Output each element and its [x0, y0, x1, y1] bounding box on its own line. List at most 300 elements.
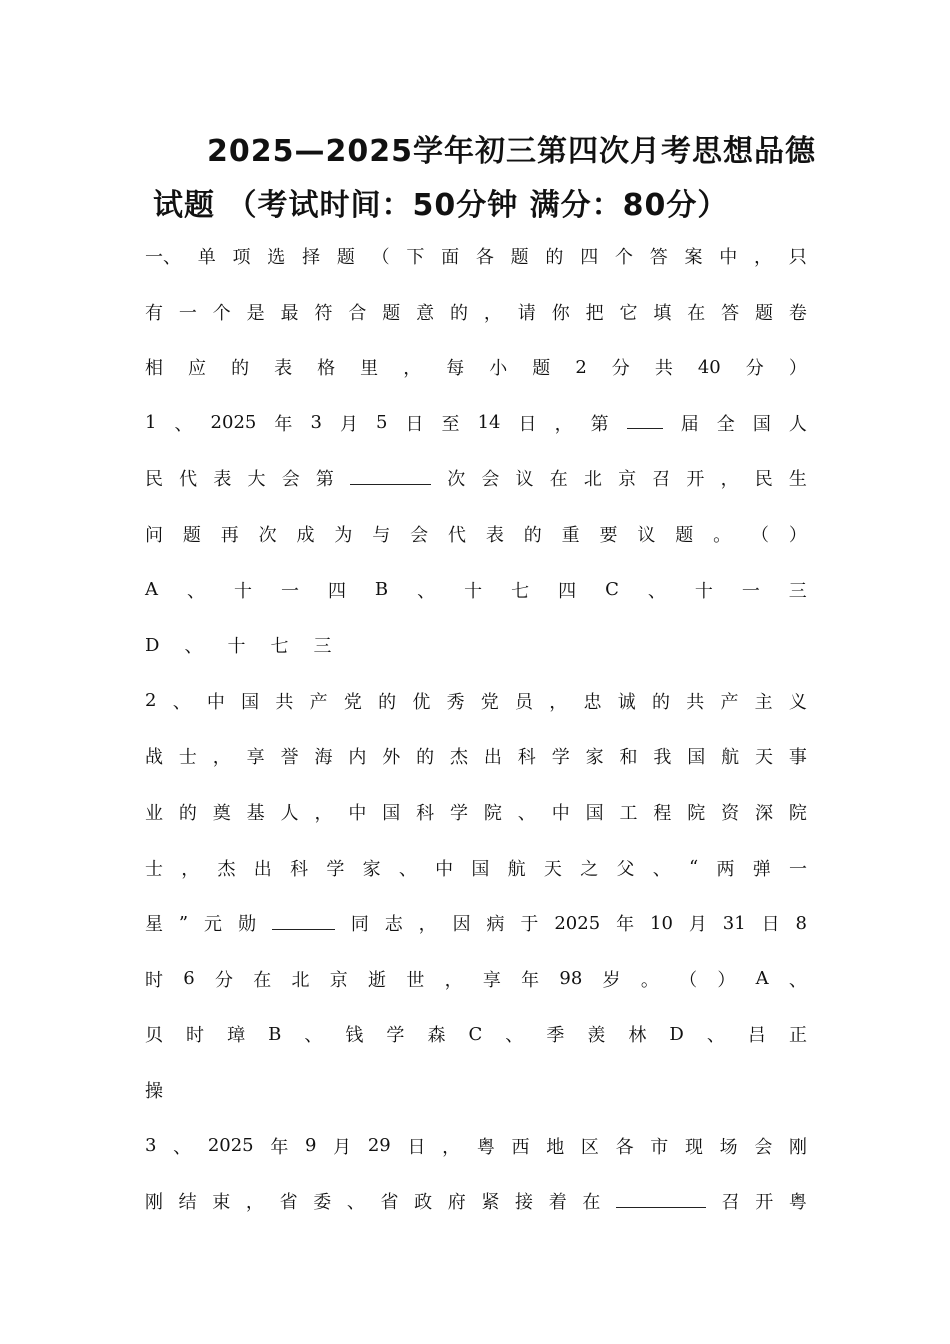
text-token: 地 [546, 1136, 565, 1158]
text-line [145, 1183, 807, 1219]
text-token: 束 [212, 1192, 231, 1214]
text-token: 国 [241, 691, 260, 713]
text-token: 召 [721, 1192, 740, 1214]
text-token: 只 [788, 247, 807, 268]
text-token: 、 [788, 969, 807, 991]
text-token: 、 [173, 1136, 192, 1158]
text-token: 中 [719, 247, 738, 268]
text-token: 和 [619, 747, 638, 769]
text-token: A [145, 579, 158, 601]
exam-title: 2025—2025学年初三第四次月考思想品德 [207, 134, 816, 169]
text-token: 时 [186, 1025, 205, 1047]
text-line [145, 961, 807, 997]
text-token: 、 [517, 803, 536, 824]
text-token: 义 [788, 691, 807, 713]
text-token: 题 [675, 525, 694, 546]
text-token: 誉 [280, 747, 299, 769]
text-token: 6 [183, 968, 195, 990]
text-line [145, 405, 807, 441]
text-token: 产 [309, 691, 328, 713]
text-token: 的 [178, 803, 197, 824]
text-token: 吕 [747, 1025, 766, 1047]
text-token: 代 [448, 525, 466, 546]
text-token: 10 [650, 912, 673, 934]
text-token: ， [483, 302, 502, 324]
text-token: 题 [510, 247, 529, 268]
text-token: 工 [619, 803, 638, 824]
text-token: 基 [246, 803, 265, 824]
text-token: 填 [653, 302, 672, 324]
text-token: 、 [346, 1192, 365, 1214]
text-token: 议 [515, 469, 534, 491]
text-token: 的 [450, 302, 469, 324]
text-token: 的 [545, 247, 564, 268]
text-token: 十 [233, 580, 252, 602]
text-line [145, 238, 807, 274]
text-token: 元 [204, 914, 223, 936]
text-token: 一、 [145, 247, 181, 268]
text-token: 里 [360, 358, 379, 380]
text-token: 符 [314, 302, 333, 324]
text-token: 单 [197, 247, 216, 268]
text-token: 题 [755, 302, 774, 324]
text-token: 国 [752, 413, 771, 435]
text-token: ， [549, 691, 568, 713]
text-token: 科 [290, 858, 309, 880]
text-token: 最 [280, 302, 299, 324]
text-token: 院 [483, 803, 502, 824]
text-token: 程 [653, 803, 672, 824]
text-token: D [145, 634, 160, 656]
text-token: 是 [246, 302, 265, 324]
text-token: 9 [305, 1135, 317, 1157]
text-token: 党 [480, 691, 499, 713]
text-token: 共 [654, 358, 673, 380]
text-token: 的 [523, 525, 542, 546]
text-token: 天 [755, 747, 774, 769]
text-token: 天 [543, 858, 562, 880]
text-token: 星 [145, 914, 163, 936]
text-line [145, 1072, 807, 1108]
text-token: 有 [145, 302, 163, 324]
text-token: 次 [447, 469, 466, 491]
text-token: 第 [590, 413, 609, 435]
text-token: 。 [640, 969, 659, 991]
text-token: 贝 [145, 1025, 163, 1047]
text-token: 相 [145, 358, 163, 380]
text-token: 共 [275, 691, 294, 713]
text-token: 国 [382, 803, 401, 824]
text-token: 士 [145, 858, 163, 880]
text-line [145, 349, 807, 385]
text-token: ， [181, 858, 200, 880]
answer-blank [350, 472, 431, 485]
text-token: 各 [615, 1136, 634, 1158]
text-token: 、 [174, 413, 193, 435]
text-token: 家 [362, 858, 381, 880]
text-token: 岁 [602, 969, 621, 991]
text-token: 季 [546, 1025, 565, 1047]
text-token: B [268, 1023, 282, 1045]
text-token: 科 [416, 803, 435, 824]
text-token: 钱 [345, 1025, 364, 1047]
text-token: 再 [220, 525, 239, 546]
text-token: 分 [611, 358, 630, 380]
text-line [145, 294, 807, 330]
text-token: ， [245, 1192, 264, 1214]
text-token: ， [754, 247, 773, 268]
text-token: 京 [618, 469, 637, 491]
text-token: 同 [350, 914, 369, 936]
text-token: 病 [486, 914, 505, 936]
text-token: 刚 [789, 1136, 807, 1158]
text-token: 弹 [752, 858, 771, 880]
text-token: 表 [274, 358, 293, 380]
text-token: 父 [616, 858, 635, 880]
text-token: ， [212, 747, 231, 769]
text-token: 年 [616, 914, 635, 936]
text-token: 诚 [617, 691, 636, 713]
text-token: 省 [279, 1192, 298, 1214]
text-line [145, 905, 807, 941]
answer-blank [616, 1195, 706, 1208]
text-token: 粤 [476, 1136, 495, 1158]
text-token: 应 [188, 358, 207, 380]
text-token: 四 [580, 247, 599, 268]
text-token: ” [178, 912, 189, 934]
text-token: 时 [145, 969, 163, 991]
text-token: 世 [406, 969, 425, 991]
text-line [145, 683, 807, 719]
text-token: 意 [416, 302, 435, 324]
text-token: 2025 [207, 1135, 254, 1157]
text-token: 十 [464, 580, 483, 602]
text-token: 、 [652, 858, 671, 880]
text-token: 现 [684, 1136, 703, 1158]
text-token: 题 [532, 358, 551, 380]
text-token: 中 [551, 803, 570, 824]
text-token: 题 [182, 525, 201, 546]
text-token: 的 [416, 747, 435, 769]
text-token: ， [442, 1136, 461, 1158]
text-token: 29 [367, 1135, 391, 1157]
text-token: 十 [694, 580, 713, 602]
text-token: 中 [435, 858, 454, 880]
text-token: 七 [511, 580, 530, 602]
text-token: 表 [213, 469, 232, 491]
text-token: 面 [441, 247, 460, 268]
text-token: 西 [511, 1136, 530, 1158]
text-token: 题 [336, 247, 355, 268]
text-token: 1 [145, 412, 157, 434]
text-token: 共 [686, 691, 705, 713]
text-token: 每 [446, 358, 465, 380]
text-token: 府 [447, 1192, 466, 1214]
text-token: 航 [507, 858, 526, 880]
text-token: 、 [398, 858, 417, 880]
text-token: 三 [313, 636, 332, 658]
text-token: 的 [378, 691, 397, 713]
text-token: 航 [721, 747, 740, 769]
text-token: 员 [515, 691, 534, 713]
text-token: 全 [716, 413, 735, 435]
text-token: 正 [788, 1025, 807, 1047]
text-token: 勋 [237, 914, 256, 936]
text-token: 年 [274, 413, 293, 435]
text-token: 格 [317, 358, 336, 380]
text-token: 案 [684, 247, 703, 268]
text-token: 年 [521, 969, 540, 991]
text-token: 紧 [481, 1192, 500, 1214]
text-token: 。 [713, 525, 732, 546]
text-token: 重 [561, 525, 580, 546]
text-line [145, 627, 807, 663]
text-token: 院 [788, 803, 807, 824]
text-token: 98 [559, 968, 583, 990]
text-token: B [374, 579, 389, 601]
text-token: 十 [227, 636, 246, 658]
text-token: 个 [212, 302, 231, 324]
text-token: 会 [410, 525, 429, 546]
text-token: 在 [582, 1192, 601, 1214]
text-token: 5 [376, 412, 388, 434]
text-token: 下 [406, 247, 425, 268]
text-token: 奠 [212, 803, 231, 824]
text-token: 第 [315, 469, 334, 491]
text-token: 日 [761, 914, 780, 936]
text-token: （ [679, 969, 698, 991]
text-token: 中 [348, 803, 367, 824]
text-token: “ [688, 857, 699, 879]
text-line [145, 1128, 807, 1164]
text-token: 你 [551, 302, 570, 324]
text-token: 一 [280, 580, 299, 602]
text-token: ， [418, 914, 437, 936]
text-token: 的 [231, 358, 250, 380]
text-token: 3 [310, 412, 322, 434]
answer-blank [272, 917, 335, 930]
text-token: 、 [647, 580, 666, 602]
text-token: 逝 [368, 969, 387, 991]
text-token: 它 [619, 302, 638, 324]
text-token: 一 [741, 580, 760, 602]
text-line [145, 516, 807, 552]
text-token: 小 [489, 358, 508, 380]
text-token: ） [788, 525, 807, 546]
text-token: 2 [145, 690, 157, 712]
text-line [145, 572, 807, 608]
text-token: 秀 [446, 691, 465, 713]
text-token: 、 [417, 580, 436, 602]
text-token: C [468, 1023, 483, 1045]
text-token: 外 [382, 747, 401, 769]
text-token: 学 [386, 1025, 405, 1047]
text-token: 合 [348, 302, 367, 324]
text-token: 京 [329, 969, 348, 991]
text-token: 、 [505, 1025, 524, 1047]
text-token: 一 [788, 858, 807, 880]
text-token: 2 [575, 356, 587, 378]
text-token: 事 [788, 747, 807, 769]
text-token: 北 [583, 469, 602, 491]
text-token: 民 [145, 469, 163, 491]
text-token: 海 [314, 747, 333, 769]
text-token: 接 [515, 1192, 534, 1214]
text-token: 月 [333, 1136, 352, 1158]
text-line [145, 1016, 807, 1052]
text-token: 议 [637, 525, 656, 546]
text-token: 2025 [210, 412, 257, 434]
text-token: 科 [517, 747, 536, 769]
text-token: 委 [313, 1192, 332, 1214]
text-token: 、 [172, 691, 191, 713]
text-token: 人 [788, 413, 807, 435]
text-token: 要 [599, 525, 618, 546]
text-token: 着 [548, 1192, 567, 1214]
text-token: 3 [145, 1135, 157, 1157]
answer-blank [627, 416, 663, 429]
text-token: 北 [291, 969, 310, 991]
text-token: ） [717, 969, 736, 991]
text-token: 内 [348, 747, 367, 769]
text-token: 个 [614, 247, 633, 268]
text-token: 在 [687, 302, 706, 324]
text-token: C [605, 579, 619, 601]
text-token: ， [314, 803, 333, 824]
text-token: A [755, 968, 769, 990]
text-line [145, 794, 807, 830]
text-token: 学 [450, 803, 469, 824]
text-line [145, 738, 807, 774]
text-token: 业 [145, 803, 163, 824]
text-token: 刚 [145, 1192, 163, 1214]
text-token: 结 [178, 1192, 197, 1214]
text-token: 分 [214, 969, 233, 991]
text-token: 市 [650, 1136, 669, 1158]
text-token: 会 [281, 469, 300, 491]
text-token: ， [554, 413, 573, 435]
text-token: 中 [206, 691, 225, 713]
text-token: ， [720, 469, 739, 491]
text-token: 在 [253, 969, 272, 991]
text-token: 届 [680, 413, 699, 435]
text-token: 两 [716, 858, 735, 880]
text-token: 资 [721, 803, 740, 824]
text-token: 森 [427, 1025, 446, 1047]
text-token: 院 [687, 803, 706, 824]
text-token: 日 [405, 413, 424, 435]
text-token: 的 [651, 691, 670, 713]
text-token: 战 [145, 747, 163, 769]
text-token: 学 [551, 747, 570, 769]
text-token: 璋 [227, 1025, 246, 1047]
text-token: 日 [518, 413, 537, 435]
text-token: D [669, 1023, 684, 1045]
text-token: 士 [178, 747, 197, 769]
text-token: 代 [179, 469, 198, 491]
text-token: 日 [407, 1136, 426, 1158]
text-token: 表 [485, 525, 504, 546]
text-token: 政 [414, 1192, 433, 1214]
text-token: 优 [412, 691, 431, 713]
text-token: 主 [754, 691, 773, 713]
text-token: 出 [253, 858, 272, 880]
text-token: 三 [788, 580, 807, 602]
exam-subtitle: 试题 （考试时间：50分钟 满分：80分） [153, 188, 729, 223]
text-token: 会 [754, 1136, 773, 1158]
text-token: 深 [755, 803, 774, 824]
text-token: 因 [452, 914, 471, 936]
text-token: 四 [558, 580, 577, 602]
text-token: 杰 [450, 747, 469, 769]
text-token: 国 [471, 858, 490, 880]
text-token: 、 [304, 1025, 323, 1047]
text-token: 国 [585, 803, 604, 824]
text-token: 2025 [554, 912, 601, 934]
text-line [145, 850, 807, 886]
text-token: 操 [145, 1081, 163, 1102]
text-token: 产 [720, 691, 739, 713]
text-token: 我 [653, 747, 672, 769]
text-token: 月 [688, 914, 707, 936]
text-token: 14 [477, 412, 501, 434]
text-token: 年 [270, 1136, 289, 1158]
text-token: 卷 [788, 302, 807, 324]
text-token: 出 [483, 747, 502, 769]
text-token: 分 [745, 358, 764, 380]
text-token: 为 [334, 525, 353, 546]
text-token: 项 [232, 247, 251, 268]
text-token: 答 [721, 302, 740, 324]
text-token: 于 [520, 914, 539, 936]
text-line [145, 460, 807, 496]
text-token: 区 [580, 1136, 599, 1158]
text-token: 、 [184, 636, 203, 658]
text-token: 生 [788, 469, 807, 491]
text-token: 国 [687, 747, 706, 769]
text-token: 召 [652, 469, 671, 491]
text-token: 人 [280, 803, 299, 824]
text-token: 一 [178, 302, 197, 324]
text-token: 会 [481, 469, 500, 491]
text-token: 四 [327, 580, 346, 602]
text-token: 开 [686, 469, 705, 491]
text-token: 月 [339, 413, 358, 435]
text-token: 在 [549, 469, 568, 491]
text-token: 把 [585, 302, 604, 324]
text-token: （ [371, 247, 390, 268]
text-token: 请 [517, 302, 536, 324]
text-token: 粤 [788, 1192, 807, 1214]
text-token: ） [788, 358, 807, 380]
text-token: 之 [580, 858, 599, 880]
text-token: 至 [441, 413, 460, 435]
text-token: 次 [258, 525, 277, 546]
text-token: 8 [795, 912, 807, 934]
text-token: 党 [343, 691, 362, 713]
text-token: 、 [186, 580, 205, 602]
text-token: （ [751, 525, 769, 546]
text-token: 享 [246, 747, 265, 769]
text-token: 题 [382, 302, 401, 324]
text-token: 与 [372, 525, 391, 546]
text-token: 忠 [583, 691, 602, 713]
text-token: 羡 [587, 1025, 606, 1047]
text-token: 择 [302, 247, 321, 268]
text-token: 家 [585, 747, 604, 769]
text-token: ， [403, 358, 422, 380]
text-token: 40 [697, 356, 721, 378]
